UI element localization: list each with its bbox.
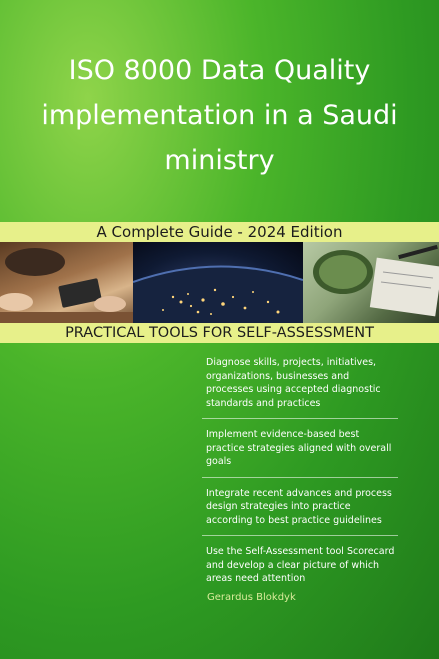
earth-at-night-photo — [133, 242, 303, 323]
feature-item: Diagnose skills, projects, initiatives, organizations, businesses and processes using accepted diagnostic standards and practices — [202, 354, 398, 419]
title-line: implementation in a Saudi — [41, 100, 398, 131]
feature-item: Integrate recent advances and process design strategies into practice according to best practice guidelines — [202, 485, 398, 537]
feature-item: Use the Self-Assessment tool Scorecard and develop a clear picture of which areas need attention — [206, 546, 395, 584]
title-line: ISO 8000 Data Quality — [68, 55, 371, 86]
author-name: Gerardus Blokdyk — [207, 592, 296, 603]
subtitle-band: A Complete Guide - 2024 Edition — [0, 222, 439, 242]
meeting-photo — [0, 242, 133, 323]
title-line: ministry — [164, 145, 275, 176]
book-title — [20, 48, 419, 183]
feature-list — [202, 354, 398, 601]
desk-photo — [303, 242, 439, 323]
feature-item: Implement evidence-based best practice strategies aligned with overall goals — [202, 426, 398, 478]
photo-strip — [0, 242, 439, 323]
practical-tools-band: PRACTICAL TOOLS FOR SELF-ASSESSMENT — [0, 323, 439, 343]
